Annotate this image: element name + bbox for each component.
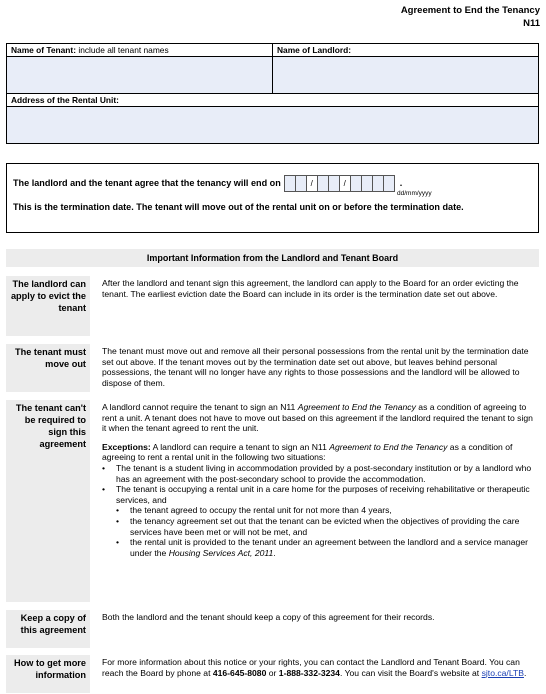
info-text: After the landlord and tenant sign this agreement, the landlord can apply to the Board for an order evicting the tenant. The earliest eviction date the Board can include in its order is the termination date set out above.	[102, 278, 519, 299]
landlord-name-label: Name of Landlord:	[273, 44, 538, 57]
address-label: Address of the Rental Unit:	[7, 94, 538, 107]
info-text: The tenant must move out and remove all their personal possessions from the rental unit by the termination date set out above. If the tenant moves out by the termination date set out above, but leaves behind personal possessions, the tenant will no longer have any rights to those possessions and the landlord will be allowed to dispose of them.	[102, 346, 529, 388]
date-separator: /	[339, 175, 351, 192]
address-field-group	[7, 93, 538, 143]
termination-date-box	[6, 163, 539, 233]
info-section-apply-evict	[6, 276, 539, 336]
care-home-sub-bullet: • the rental unit is provided to the tenant under an agreement between the landlord and a service manager under the Housing Services Act, 2011.	[116, 537, 528, 558]
info-label: The tenant can't be required to sign this agreement	[6, 400, 90, 602]
info-section-move-out	[6, 344, 539, 392]
termination-statement: The landlord and the tenant agree that the tenancy will end on	[13, 178, 281, 189]
info-section-not-required	[6, 400, 539, 602]
website-link[interactable]: sjto.ca/LTB	[481, 667, 524, 678]
exception-bullet-student: • The tenant is a student living in accommodation provided by a post-secondary institution or by a landlord who has an agreement with the post-secondary school to provide the accommodation.	[102, 462, 532, 484]
info-section-keep-copy	[6, 610, 539, 648]
termination-line	[13, 175, 532, 192]
not-required-paragraph: A landlord cannot require the tenant to sign an N11 Agreement to End the Tenancy as a condition of agreeing to rent a unit. A tenant does not have to move out based on this agreement if the landlord required the tenant to sign it when the tenant agreed to rent the unit.	[102, 402, 533, 434]
info-text: For more information about this notice or your rights, you can contact the Landlord and Tenant Board. You can reach the Board by phone at 416-645-8080 or 1-888-332-3234. You can visit the Board's website at sjto.ca/LTB.	[102, 657, 527, 678]
document-title: Agreement to End the Tenancy	[400, 5, 540, 16]
info-heading: Important Information from the Landlord and Tenant Board	[6, 249, 539, 267]
phone-number: 416-645-8080	[212, 667, 267, 678]
date-digit-box[interactable]	[383, 175, 395, 192]
info-text: Both the landlord and the tenant should keep a copy of this agreement for their records.	[102, 612, 435, 622]
parties-form	[6, 43, 539, 144]
info-section-more-info	[6, 655, 539, 693]
tenant-name-input[interactable]	[7, 57, 272, 93]
care-home-sub-bullet: • the tenant agreed to occupy the rental unit for not more than 4 years,	[116, 505, 392, 516]
info-text	[90, 400, 539, 602]
date-format-hint: dd/mm/yyyy	[397, 190, 432, 197]
address-input[interactable]	[7, 107, 538, 143]
document-header	[401, 4, 540, 30]
info-label: The tenant must move out	[6, 344, 90, 392]
phone-number: 1-888-332-3234	[278, 667, 340, 678]
landlord-name-field-group	[273, 44, 538, 93]
info-label: Keep a copy of this agreement	[6, 610, 90, 648]
info-label: The landlord can apply to evict the tenant	[6, 276, 90, 336]
exceptions-paragraph: Exceptions: A landlord can require a tenant to sign an N11 Agreement to End the Tenancy as a condition of agreeing to rent a rental unit in the following two situations:	[102, 441, 513, 463]
date-separator: /	[306, 175, 318, 192]
tenant-name-field-group	[7, 44, 273, 93]
form-code: N11	[523, 18, 540, 29]
termination-note: This is the termination date. The tenant will move out of the rental unit on or before the termination date.	[13, 202, 464, 212]
exception-bullet-care-home: • The tenant is occupying a rental unit in a care home for the purposes of receiving rehabilitative or therapeutic services, and	[102, 484, 530, 505]
care-home-sub-bullet: • the tenancy agreement set out that the tenant can be evicted when the objectives of providing the care services have been met or will not be met, and	[116, 515, 520, 537]
tenant-name-label: Name of Tenant: include all tenant names	[7, 44, 272, 57]
landlord-name-input[interactable]	[273, 57, 538, 93]
termination-period: .	[399, 178, 403, 189]
termination-date-input[interactable]	[285, 175, 395, 192]
info-label: How to get more information	[6, 655, 90, 693]
